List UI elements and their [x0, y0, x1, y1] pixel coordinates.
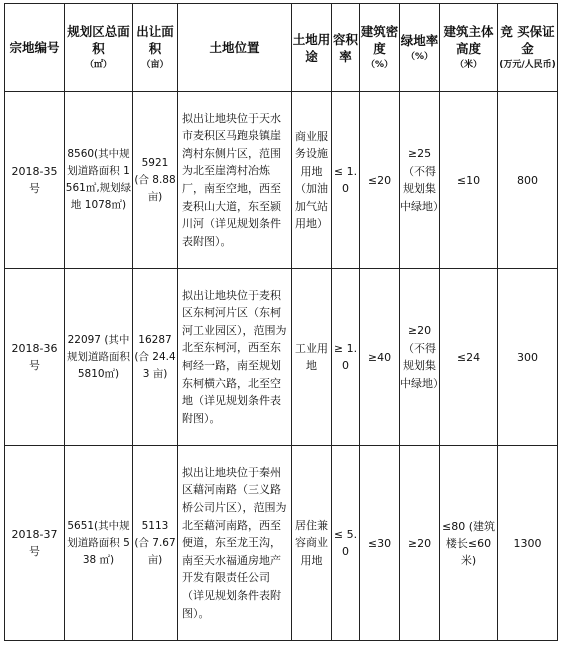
- cell-sell: 5113 (合 7.67 亩): [133, 446, 178, 641]
- cell-green: ≥25 （不得规划集中绿地）: [400, 92, 440, 269]
- header-far: 容积率: [332, 4, 360, 92]
- cell-id: 2018-36 号: [5, 269, 65, 446]
- cell-id: 2018-35 号: [5, 92, 65, 269]
- header-id: 宗地编号: [5, 4, 65, 92]
- cell-deposit: 800: [498, 92, 558, 269]
- header-use: 土地用途: [292, 4, 332, 92]
- cell-location: 拟出让地块位于天水市麦积区马跑泉镇崖湾村东侧片区，范围为北至崖湾村冶炼厂，南至空地，西至麦积山大道，东至颍川河（详见规划条件表附图）。: [178, 92, 292, 269]
- cell-far: ≥ 1.0: [332, 269, 360, 446]
- cell-deposit: 300: [498, 269, 558, 446]
- cell-sell: 16287 (合 24.43 亩): [133, 269, 178, 446]
- header-green: 绿地率 （%）: [400, 4, 440, 92]
- cell-location: 拟出让地块位于麦积区东柯河片区（东柯河工业园区），范围为北至东柯河，西至东柯经一路，南至规划东柯横六路，北至空地（详见规划条件表附图）。: [178, 269, 292, 446]
- header-deposit: 竞 买保证金 (万元/人民币): [498, 4, 558, 92]
- cell-location: 拟出让地块位于秦州区藉河南路（三义路桥公司片区），范围为北至藉河南路，西至便道，东至龙王沟，南至天水福通房地产开发有限责任公司（详见规划条件表附图）。: [178, 446, 292, 641]
- header-sell: 出让面积 （亩）: [133, 4, 178, 92]
- table-row: [5, 92, 558, 269]
- land-parcel-table: [4, 3, 558, 641]
- cell-height: ≤80 (建筑楼长≤60 米): [440, 446, 498, 641]
- header-location: 土地位置: [178, 4, 292, 92]
- top-clipped-text: [86, 0, 256, 2]
- table-row: [5, 446, 558, 641]
- cell-density: ≥40: [360, 269, 400, 446]
- cell-sell: 5921 (合 8.88 亩): [133, 92, 178, 269]
- header-height: 建筑主体高度 （米）: [440, 4, 498, 92]
- cell-green: ≥20 （不得规划集中绿地）: [400, 269, 440, 446]
- cell-use: 居住兼容商业用地: [292, 446, 332, 641]
- header-area: 规划区总面积 （㎡）: [65, 4, 133, 92]
- cell-area: 5651(其中规划道路面积 538 ㎡): [65, 446, 133, 641]
- cell-id: 2018-37 号: [5, 446, 65, 641]
- cell-density: ≤20: [360, 92, 400, 269]
- cell-deposit: 1300: [498, 446, 558, 641]
- header-density: 建筑密度 （%）: [360, 4, 400, 92]
- cell-far: ≤ 1.0: [332, 92, 360, 269]
- cell-area: 8560(其中规划道路面积 1561㎡,规划绿地 1078㎡): [65, 92, 133, 269]
- cell-height: ≤10: [440, 92, 498, 269]
- cell-density: ≤30: [360, 446, 400, 641]
- cell-height: ≤24: [440, 269, 498, 446]
- cell-use: 工业用地: [292, 269, 332, 446]
- table-row: [5, 269, 558, 446]
- header-row: [5, 4, 558, 92]
- cell-green: ≥20: [400, 446, 440, 641]
- cell-area: 22097 (其中规划道路面积 5810㎡): [65, 269, 133, 446]
- cell-use: 商业服务设施用地（加油加气站用地）: [292, 92, 332, 269]
- cell-far: ≤ 5.0: [332, 446, 360, 641]
